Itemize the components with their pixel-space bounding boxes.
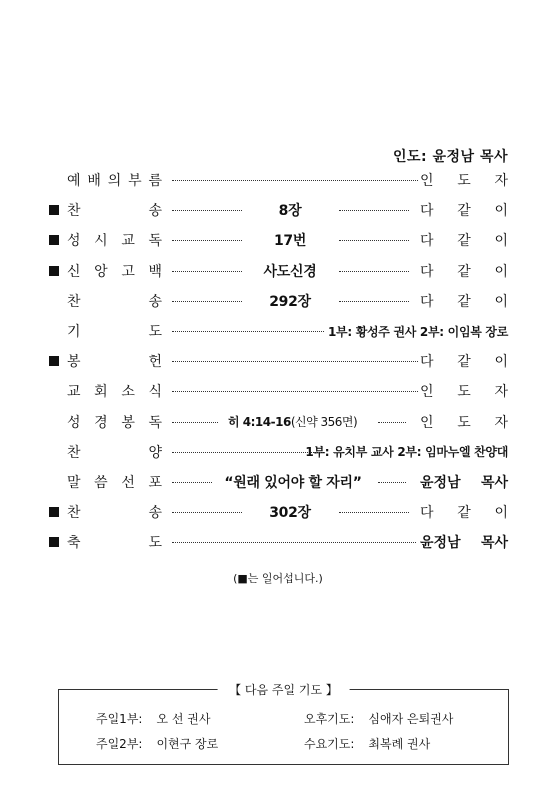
dotted-leader xyxy=(339,210,409,211)
dotted-leader xyxy=(172,240,242,241)
order-detail: 292장 xyxy=(269,293,311,310)
order-role: 다 같 이 xyxy=(420,233,508,250)
stand-marker-icon xyxy=(49,356,59,366)
order-role: 인 도 자 xyxy=(420,414,508,431)
dotted-leader xyxy=(172,512,242,513)
order-row xyxy=(0,256,556,286)
standing-note: (■는 일어섭니다.) xyxy=(233,572,323,585)
next-week-cell: 주일2부: 이현구 장로 xyxy=(96,737,219,751)
order-row xyxy=(0,346,556,376)
dotted-leader xyxy=(172,482,212,483)
stand-marker-icon xyxy=(49,537,59,547)
dotted-leader xyxy=(172,271,242,272)
order-detail: 사도신경 xyxy=(263,263,317,280)
next-week-cell: 주일1부: 오 선 권사 xyxy=(96,712,211,726)
order-item-label: 예 배 의 부 름 xyxy=(67,173,162,189)
dotted-leader xyxy=(172,391,418,392)
dotted-leader xyxy=(172,301,242,302)
order-detail: 17번 xyxy=(273,233,307,250)
order-role: 다 같 이 xyxy=(420,203,508,220)
scripture-reference: 히 4:14-16(신약 356면) xyxy=(228,415,358,430)
next-week-title: 【 다음 주일 기도 】 xyxy=(217,681,350,698)
order-item-label: 봉 헌 xyxy=(67,354,162,371)
dotted-leader xyxy=(172,542,416,543)
order-row xyxy=(0,286,556,316)
stand-marker-icon xyxy=(49,205,59,215)
dotted-leader xyxy=(378,422,406,423)
dotted-leader xyxy=(172,422,218,423)
order-row xyxy=(0,195,556,225)
order-detail: 1부: 황성주 권사 2부: 이임복 장로 xyxy=(328,324,508,339)
order-item-label: 성 시 교 독 xyxy=(67,233,162,250)
order-item-label: 교 회 소 식 xyxy=(67,384,162,401)
order-row xyxy=(0,225,556,255)
order-row xyxy=(0,407,556,437)
order-item-label: 신 앙 고 백 xyxy=(67,263,162,280)
order-item-label: 찬 송 xyxy=(67,505,162,522)
dotted-leader xyxy=(339,271,409,272)
dotted-leader xyxy=(378,482,406,483)
dotted-leader xyxy=(172,331,324,332)
worship-leader: 인도: 윤정남 목사 xyxy=(392,149,508,165)
dotted-leader xyxy=(172,210,242,211)
next-week-prayer-box xyxy=(58,683,509,765)
next-week-cell: 수요기도: 최복례 권사 xyxy=(304,737,431,751)
dotted-leader xyxy=(172,180,418,181)
sermon-title: “원래 있어야 할 자리” xyxy=(224,475,362,491)
order-role: 윤정남 목사 xyxy=(420,475,508,491)
order-row xyxy=(0,467,556,497)
next-week-cell: 오후기도: 심애자 은퇴권사 xyxy=(304,712,454,726)
stand-marker-icon xyxy=(49,266,59,276)
order-item-label: 축 도 xyxy=(67,535,162,552)
order-item-label: 성 경 봉 독 xyxy=(67,414,162,431)
order-role: 다 같 이 xyxy=(420,354,508,371)
order-row xyxy=(0,497,556,527)
order-detail: 8장 xyxy=(278,203,302,220)
order-role: 윤정남 목사 xyxy=(420,535,508,552)
order-row xyxy=(0,437,556,467)
order-item-label: 찬 양 xyxy=(67,444,162,461)
dotted-leader xyxy=(172,452,324,453)
order-row xyxy=(0,316,556,346)
order-item-label: 찬 송 xyxy=(67,203,162,220)
order-row xyxy=(0,376,556,406)
dotted-leader xyxy=(339,301,409,302)
stand-marker-icon xyxy=(49,507,59,517)
order-item-label: 말 씀 선 포 xyxy=(67,475,162,491)
dotted-leader xyxy=(339,240,409,241)
order-detail: 1부: 유치부 교사 2부: 임마누엘 찬양대 xyxy=(305,445,508,460)
order-role: 다 같 이 xyxy=(420,263,508,280)
order-role: 인 도 자 xyxy=(420,384,508,401)
dotted-leader xyxy=(339,512,409,513)
order-item-label: 기 도 xyxy=(67,324,162,340)
order-detail: 302장 xyxy=(269,505,311,522)
order-row xyxy=(0,527,556,557)
order-row xyxy=(0,165,556,195)
stand-marker-icon xyxy=(49,235,59,245)
order-role: 다 같 이 xyxy=(420,293,508,310)
order-role: 다 같 이 xyxy=(420,505,508,522)
order-item-label: 찬 송 xyxy=(67,293,162,310)
order-role: 인 도 자 xyxy=(420,173,508,189)
dotted-leader xyxy=(172,361,418,362)
